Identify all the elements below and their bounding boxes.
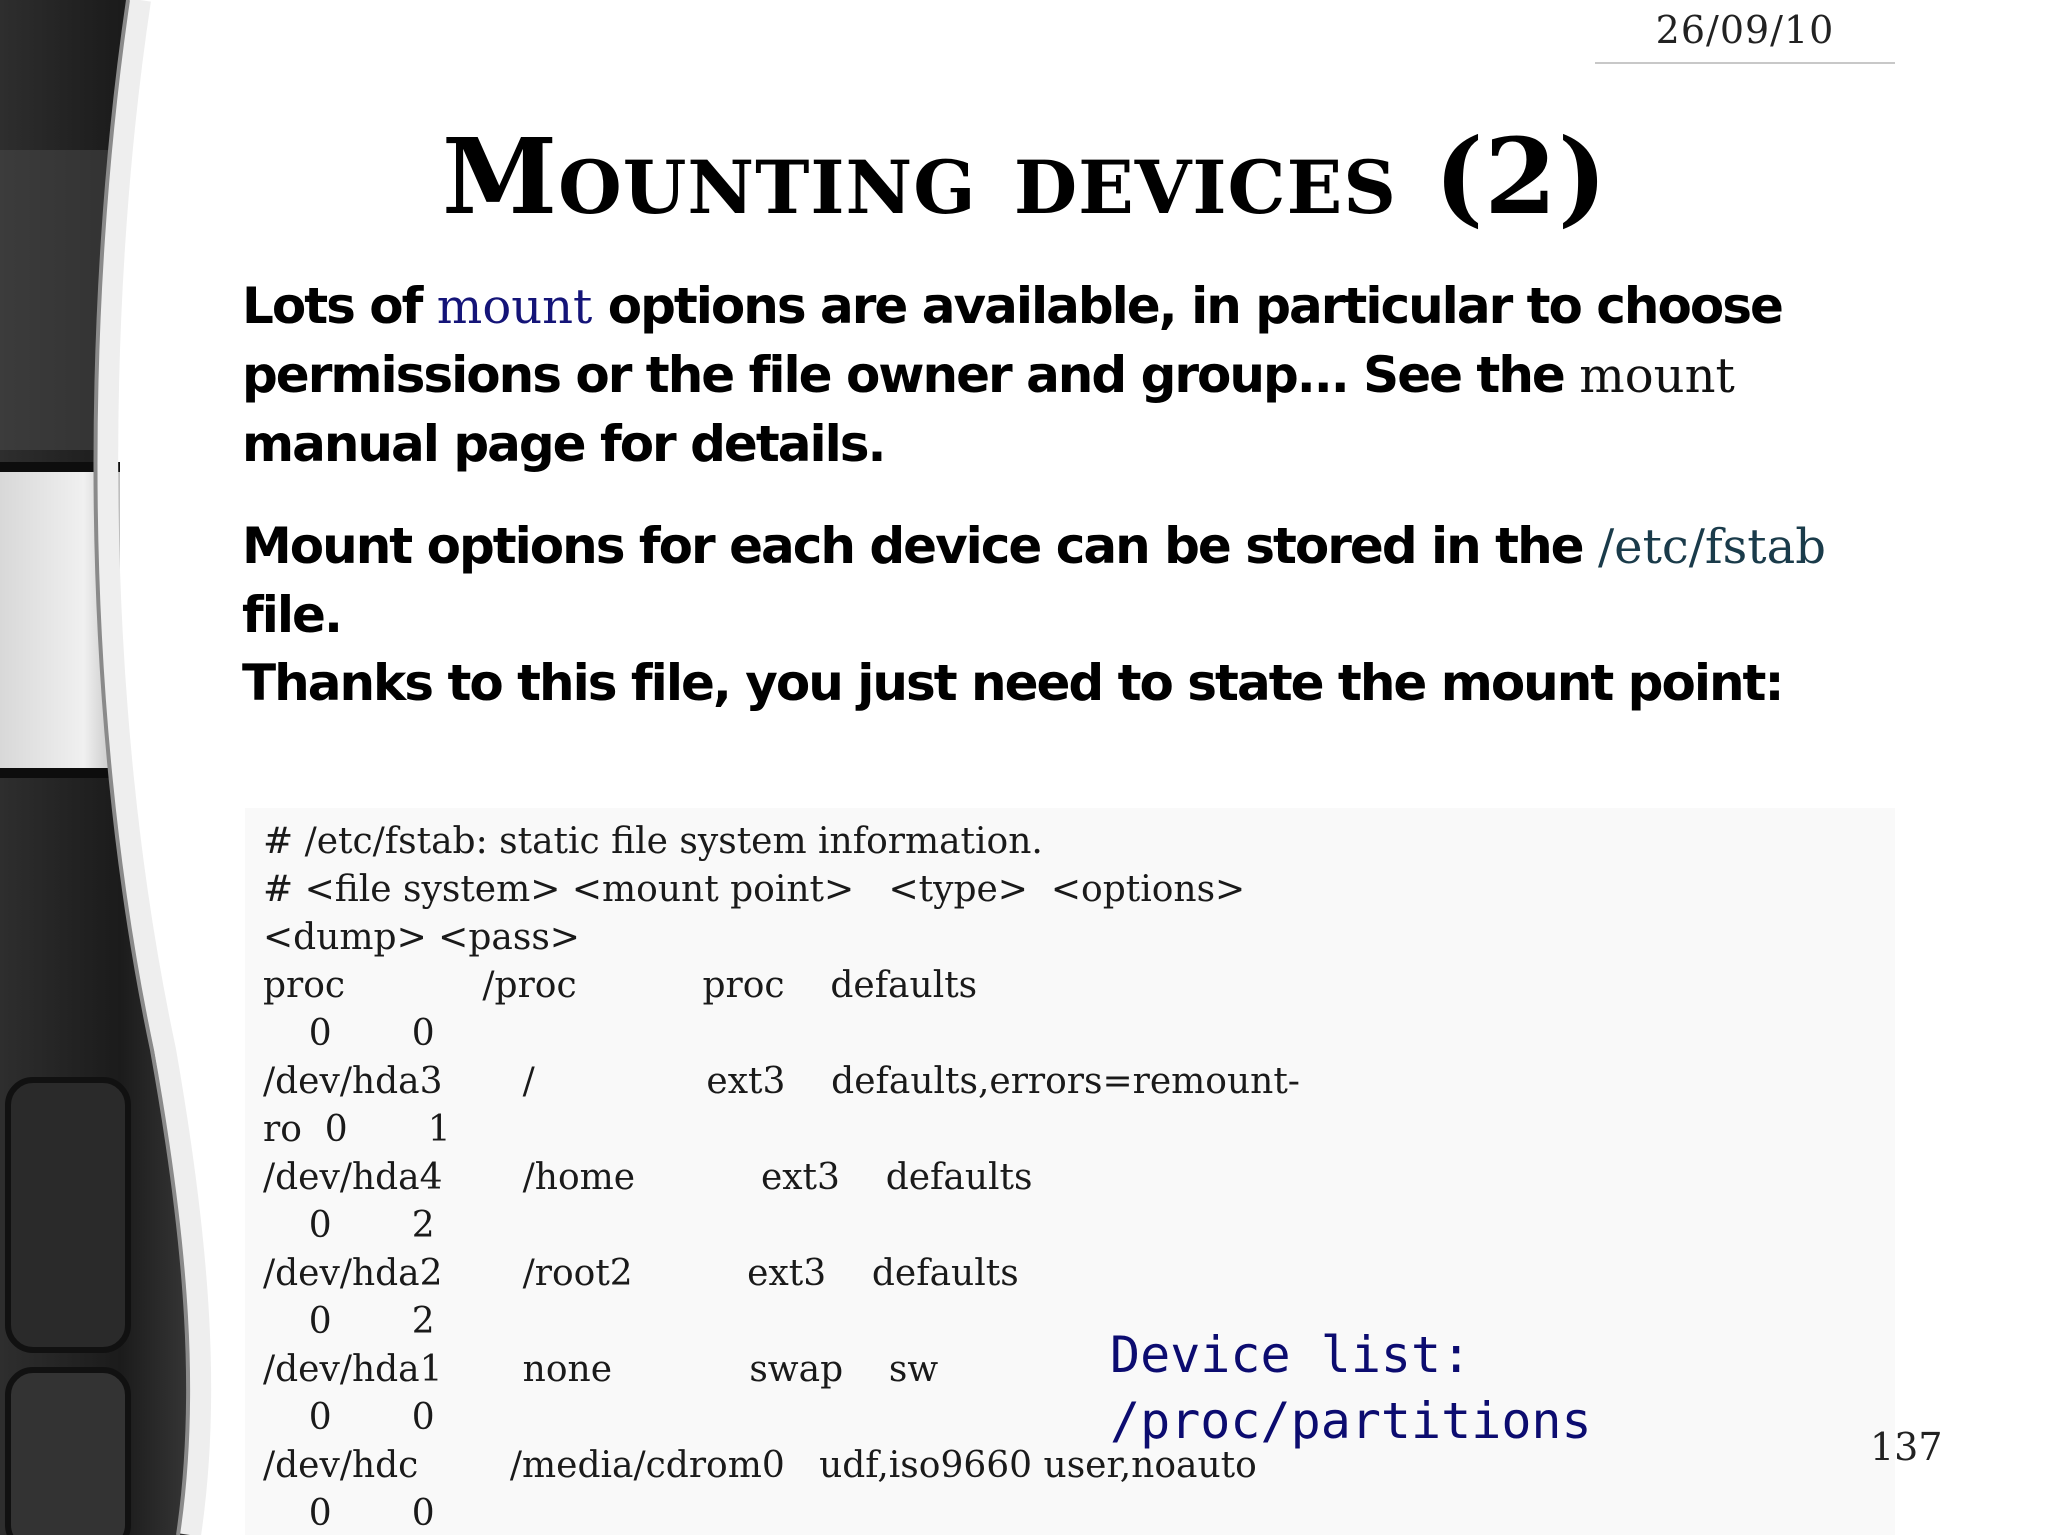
- slide-date: 26/09/10: [1595, 8, 1895, 64]
- code-line: <dump> <pass>: [263, 917, 580, 958]
- page-number: 137: [1870, 1425, 1943, 1469]
- code-line: 0 0: [263, 1013, 435, 1054]
- code-line: /dev/hda1 none swap sw: [263, 1349, 939, 1390]
- inline-code-fstab-path: /etc/fstab: [1597, 519, 1826, 575]
- code-line: /dev/hda3 / ext3 defaults,errors=remount-: [263, 1061, 1300, 1102]
- paragraph-mount-options: [242, 272, 1842, 478]
- code-line: 0 0: [263, 1493, 435, 1534]
- slide-title: Mounting devices (2): [441, 115, 1609, 238]
- code-line: # <file system> <mount point> <type> <options>: [263, 869, 1246, 910]
- paragraph-text: options are available, in particular to choose permissions or the file owner and group... See the: [242, 277, 1782, 404]
- paragraph-text: file.: [242, 586, 341, 644]
- code-line: 0 2: [263, 1301, 435, 1342]
- callout-line: Device list:: [1110, 1326, 1472, 1384]
- inline-code-mount-manual: mount: [1579, 348, 1735, 404]
- paragraph-mount-point: Thanks to this file, you just need to state the mount point:: [242, 654, 1783, 712]
- code-line: /dev/hda4 /home ext3 defaults: [263, 1157, 1033, 1198]
- code-line: /dev/hdc /media/cdrom0 udf,iso9660 user,noauto: [263, 1445, 1257, 1486]
- code-line: 0 2: [263, 1205, 435, 1246]
- code-line: /dev/hda2 /root2 ext3 defaults: [263, 1253, 1019, 1294]
- callout-line: /proc/partitions: [1110, 1392, 1592, 1450]
- code-line: # /etc/fstab: static file system information.: [263, 821, 1043, 862]
- inline-code-mount: mount: [436, 279, 593, 335]
- paragraph-text: manual page for details.: [242, 415, 885, 473]
- code-line: 0 0: [263, 1397, 435, 1438]
- paragraph-text: Mount options for each device can be stored in the: [242, 517, 1598, 575]
- code-line: ro 0 1: [263, 1109, 451, 1150]
- side-decoration: [0, 0, 260, 1535]
- code-line: proc /proc proc defaults: [263, 965, 978, 1006]
- paragraph-text: Lots of: [242, 277, 437, 335]
- paragraph-fstab: [242, 512, 1842, 649]
- device-list-callout: [1110, 1322, 1592, 1454]
